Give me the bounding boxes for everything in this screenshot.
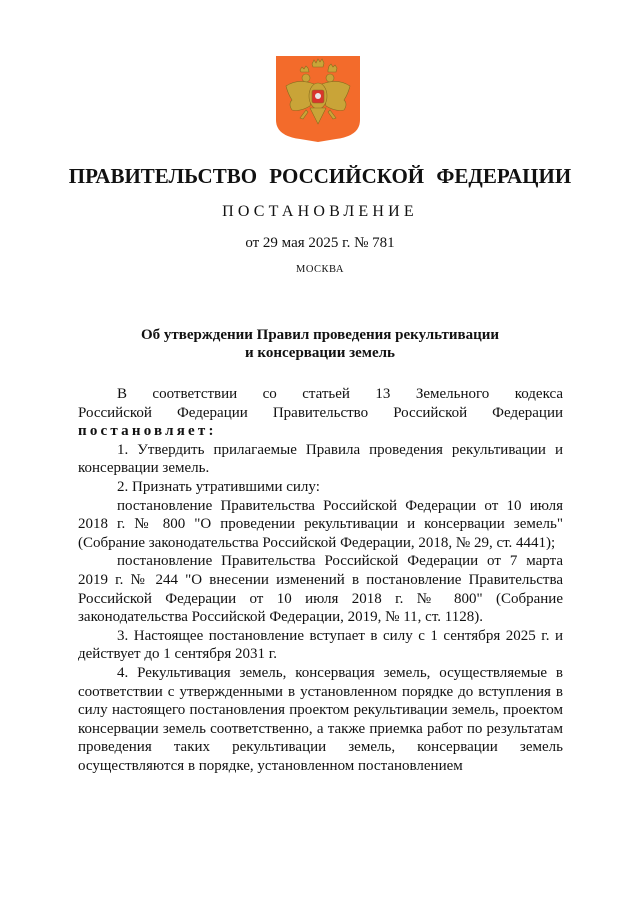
paragraph-2a: постановление Правительства Российской Федерации от 10 июля 2018 г. № 800 "О проведении рекультивации и консервации земель" (Собрание законодательства Российской Федерации, 2018, № 29, ст. 4441); [78,497,563,551]
subject-line-1: Об утверждении Правил проведения рекультивации [140,327,500,343]
paragraph-1: 1. Утвердить прилагаемые Правила проведения рекультивации и консервации земель. [78,441,563,477]
document-date-number: от 29 мая 2025 г. № 781 [245,235,395,251]
government-name: ПРАВИТЕЛЬСТВО РОССИЙСКОЙ ФЕДЕРАЦИИ [68,164,572,188]
subject-line-2: и консервации земель [244,345,395,361]
preamble-line-1 [78,385,563,404]
document-body [78,385,563,775]
document-city: МОСКВА [296,264,344,275]
document-type: ПОСТАНОВЛЕНИЕ [222,203,418,220]
decree-word [78,422,563,441]
preamble-text-2: Российской Федерации Правительство Российской Федерации [78,404,563,421]
paragraph-3: 3. Настоящее постановление вступает в силу с 1 сентября 2025 г. и действует до 1 сентября 2031 г. [78,627,563,663]
preamble-line-2 [78,404,563,423]
paragraph-2: 2. Признать утратившими силу: [117,478,320,495]
paragraph-4: 4. Рекультивация земель, консервация земель, осуществляемые в соответствии с утвержденными в установленном порядке до вступления в силу настоящего постановления проектом рекультивации земель, проектом консервации земель соответственно, а также приемка работ по результатам проведения таких рекультивации земель, консервации земель осуществляются в порядке, установленном постановлением [78,664,563,774]
coat-of-arms-icon [276,56,360,142]
paragraph-2b: постановление Правительства Российской Федерации от 7 марта 2019 г. № 244 "О внесении изменений в постановление Правительства Российской Федерации от 10 июля 2018 г. № 800" (Собрание законодательства Российской Федерации, 2019, № 11, ст. 1128). [78,553,563,626]
preamble-text-1: В соответствии со статьей 13 Земельного кодекса [117,386,563,402]
document-subject [80,326,560,362]
decree-word-text: постановляет: [78,423,217,440]
